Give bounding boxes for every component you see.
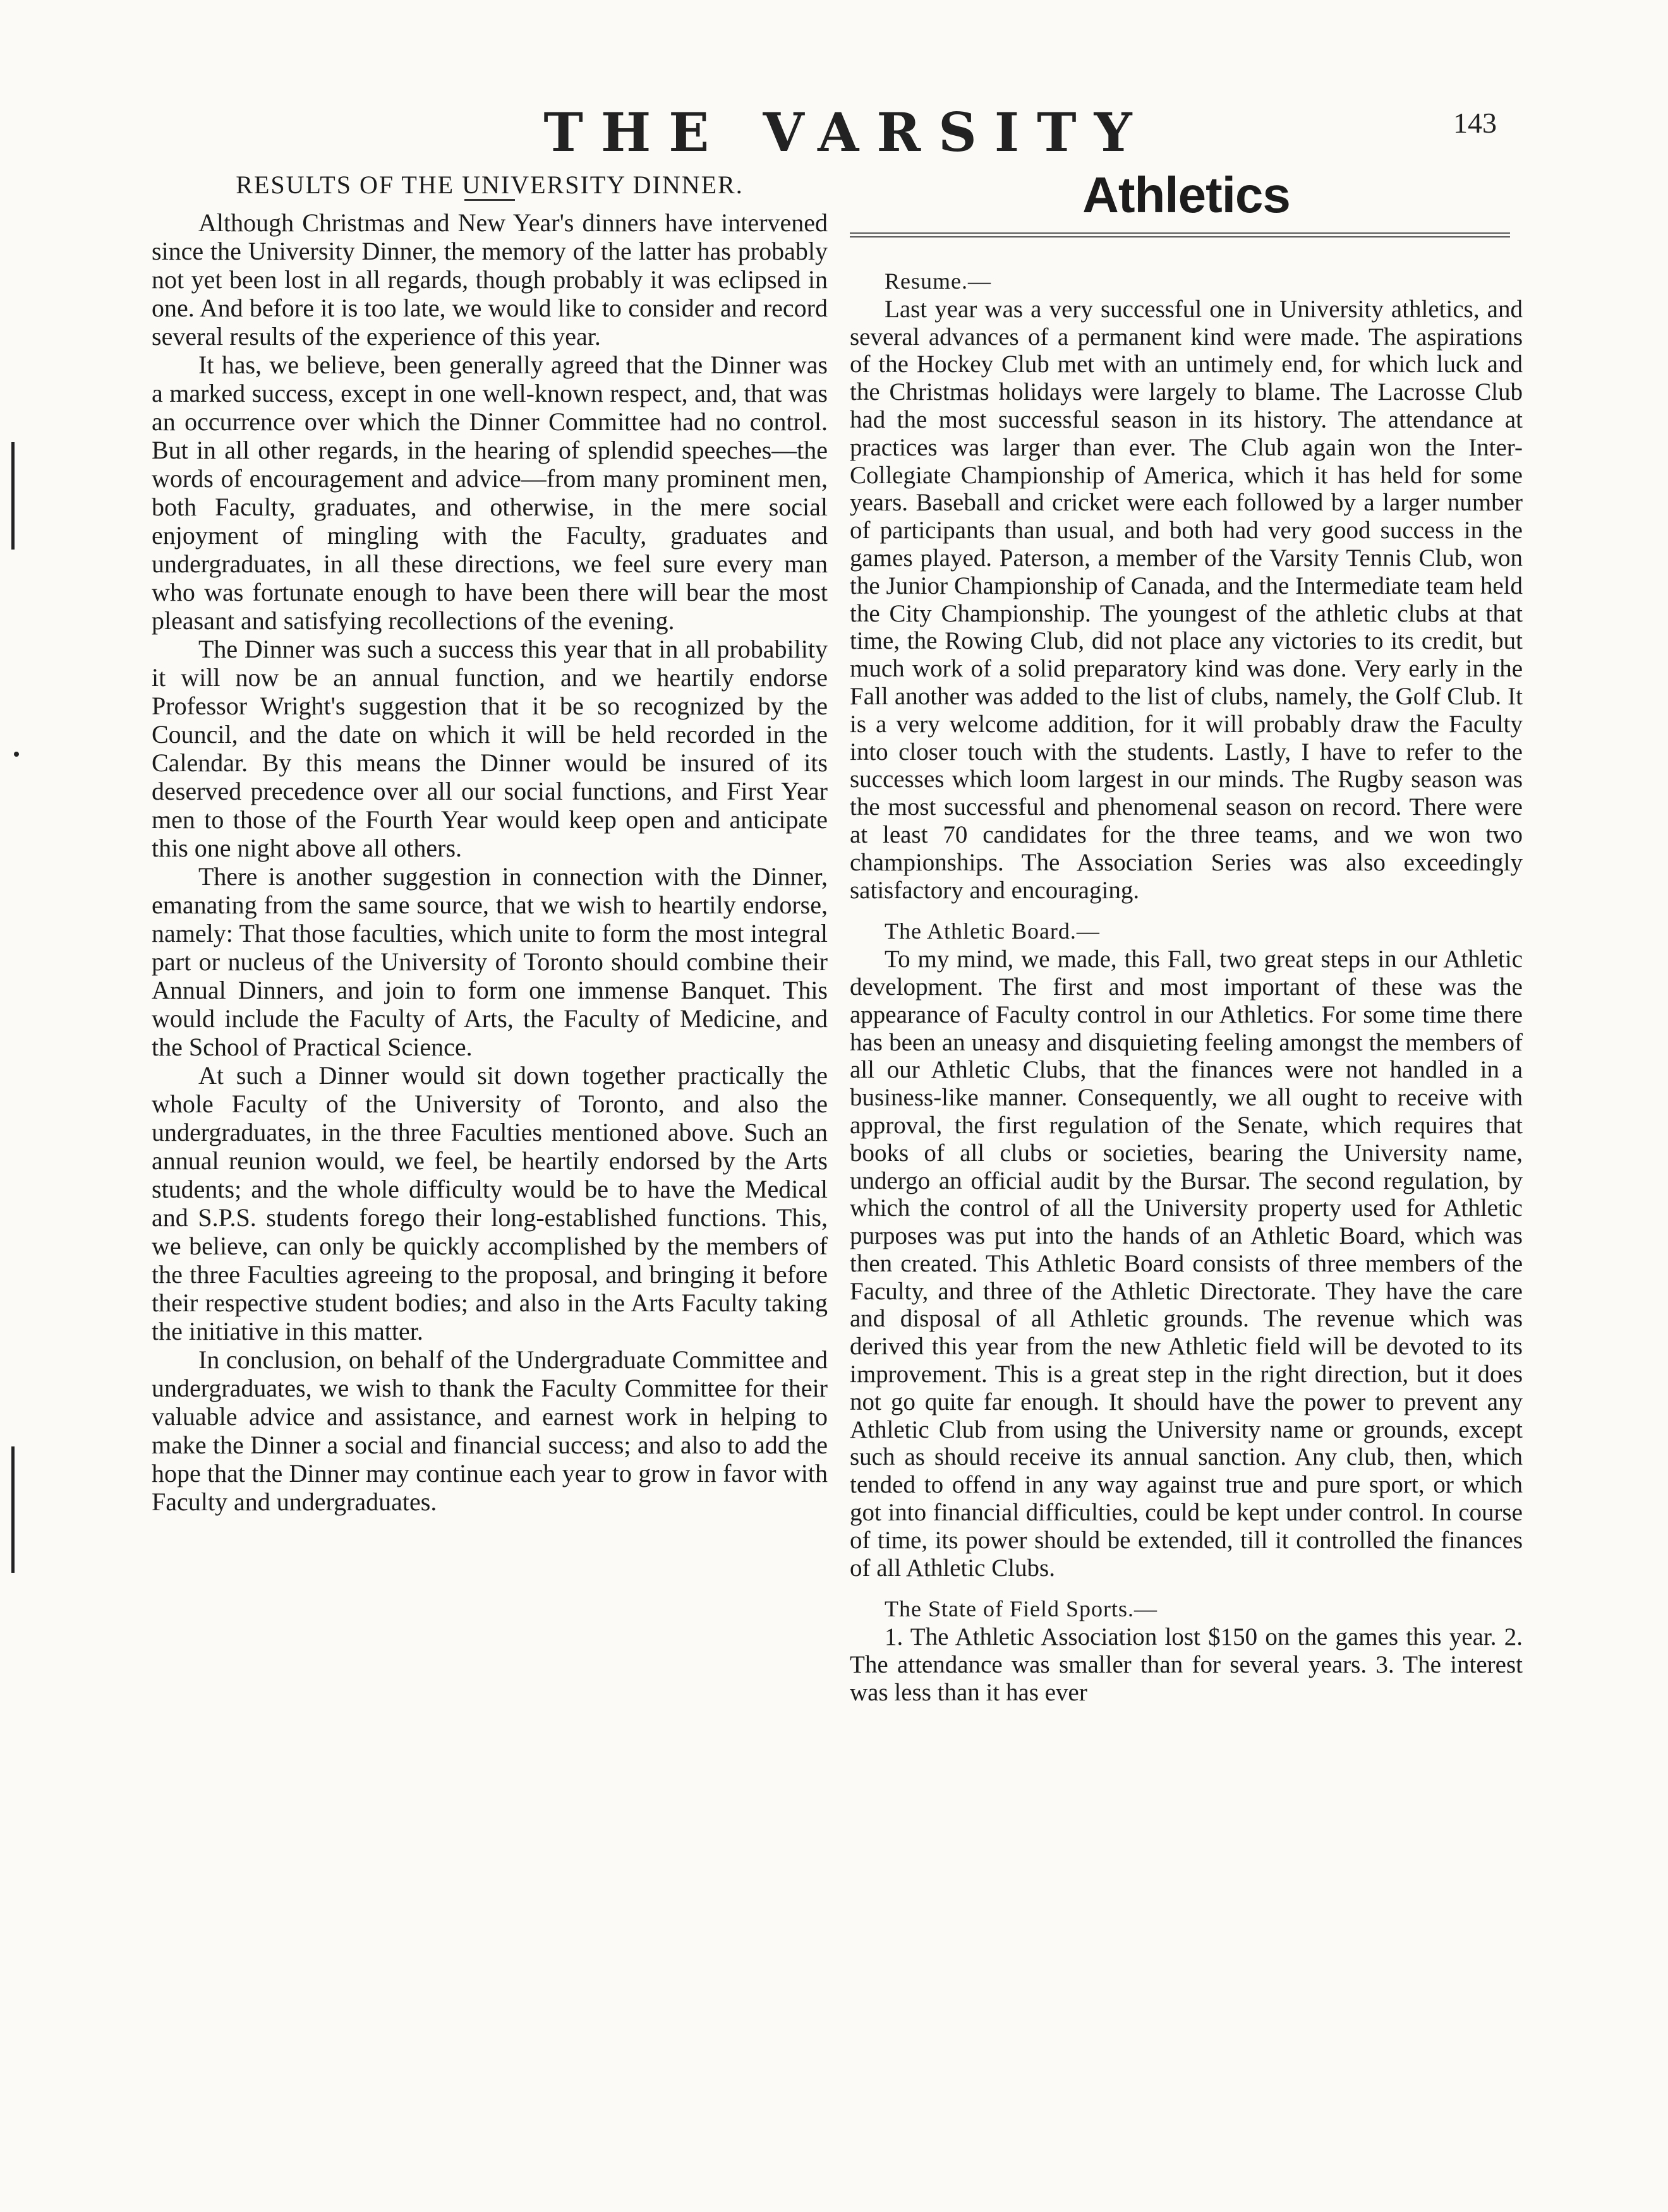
margin-dot	[14, 752, 19, 757]
paragraph: 1. The Athletic Association lost $150 on the games this year. 2. The attendance was smaller than for several years. 3. The interest was less than it has ever	[850, 1623, 1523, 1706]
paragraph: The Dinner was such a success this year that in all probability it will now be an annual function, and we heartily endorse Professor Wright's suggestion that it be so recognized by the Council, and the date on which it will be held recorded in the Calendar. By this means the Dinner would be insured of its deserved precedence over all our social functions, and First Year men to those of the Fourth Year would keep open and anticipate this one night above all others.	[152, 635, 828, 862]
paragraph: At such a Dinner would sit down together practically the whole Faculty of the University of Toronto, and also the undergraduates, in the three Faculties mentioned above. Such an annual reunion would, we feel, be heartily endorsed by the Arts students; and the whole difficulty would be to have the Medical and S.P.S. students forego their long-established functions. This, we believe, can only be quickly accomplished by the members of the three Faculties agreeing to the proposal, and bringing it before their respective student bodies; and also in the Arts Faculty taking the initiative in this matter.	[152, 1061, 828, 1345]
paragraph: There is another suggestion in connection with the Dinner, emanating from the same source, that we wish to heartily endorse, namely: That those faculties, which unite to form the most integral part or nucleus of the University of Toronto should combine their Annual Dinners, and join to form one immense Banquet. This would include the Faculty of Arts, the Faculty of Medicine, and the School of Practical Science.	[152, 862, 828, 1061]
margin-mark	[11, 1446, 15, 1573]
page-number: 143	[1453, 107, 1497, 139]
margin-mark	[11, 442, 15, 550]
paragraph: In conclusion, on behalf of the Undergraduate Committee and undergraduates, we wish to thank the Faculty Committee for their valuable advice and assistance, and earnest work in helping to make the Dinner a social and financial success; and also to add the hope that the Dinner may continue each year to grow in favor with Faculty and undergraduates.	[152, 1345, 828, 1516]
article-title: RESULTS OF THE UNIVERSITY DINNER.	[236, 171, 744, 199]
title-rule	[464, 199, 515, 201]
paragraph: To my mind, we made, this Fall, two great steps in our Athletic development. The first and most important of these was the appearance of Faculty control in our Athletics. For some time there has been an uneasy and disquieting feeling amongst the members of all our Athletic Clubs, that the finances were not handled in a business-like manner. Consequently, we all ought to receive with approval, the first regulation of the Senate, which requires that books of all clubs or societies, bearing the University name, undergo an official audit by the Bursar. The second regulation, by which the control of all the University property used for Athletic purposes was put into the hands of an Athletic Board, which was then created. This Athletic Board consists of three members of the Faculty, and three of the Athletic Directorate. They have the care and disposal of all Athletic grounds. The revenue which was derived this year from the new Athletic field will be devoted to its improvement. This is a great step in the right direction, but it does not go quite far enough. It should have the power to prevent any Athletic Club from using the University name or grounds, except such as should receive its annual sanction. Any club, then, which tended to offend in any way against true and pure sport, or which got into financial difficulties, could be kept under control. In course of time, its power should be extended, till it controlled the finances of all Athletic Clubs.	[850, 946, 1523, 1582]
paragraph: It has, we believe, been generally agreed that the Dinner was a marked success, except in one well-known respect, and, that was an occurrence over which the Dinner Committee had no control. But in all other regards, in the hearing of splendid speeches—the words of encouragement and advice—from many prominent men, both Faculty, graduates, and otherwise, in the mere social enjoyment of mingling with the Faculty, graduates and undergraduates, in all these directions, we feel sure every man who was fortunate enough to have been there will bear the most pleasant and satisfying recollections of the evening.	[152, 351, 828, 635]
section-heading: Resume.—	[885, 268, 991, 294]
section-title: Athletics	[1082, 167, 1290, 223]
paragraph: Although Christmas and New Year's dinners have intervened since the University Dinner, the memory of the latter has probably not yet been lost in all regards, though probably it was eclipsed in one. And before it is too late, we would like to consider and record several results of the experience of this year.	[152, 208, 828, 351]
masthead: THE VARSITY	[543, 101, 1150, 164]
paragraph: Last year was a very successful one in University athletics, and several advances of a permanent kind were made. The aspirations of the Hockey Club met with an untimely end, for which luck and the Christmas holidays were largely to blame. The Lacrosse Club had the most successful season in its history. The attendance at practices was larger than ever. The Club again won the Inter-Collegiate Championship of America, which it has held for some years. Baseball and cricket were each followed by a larger number of participants than usual, and both had very good success in the games played. Paterson, a member of the Varsity Tennis Club, won the Junior Championship of Canada, and the Intermediate team held the City Championship. The youngest of the athletic clubs at that time, the Rowing Club, did not place any victories to its credit, but much work of a solid preparatory kind was done. Very early in the Fall another was added to the list of clubs, namely, the Golf Club. It is a very welcome addition, for it will probably draw the Faculty into closer touch with the students. Lastly, I have to refer to the successes which loom largest in our minds. The Rugby season was the most successful and phenomenal season on record. There were at least 70 candidates for the three teams, and we won two championships. The Association Series was also exceedingly satisfactory and encouraging.	[850, 295, 1523, 904]
left-column	[152, 171, 828, 1516]
section-heading: The Athletic Board.—	[885, 918, 1100, 944]
right-column	[850, 167, 1523, 1707]
title-double-rule	[850, 232, 1510, 237]
section-heading: The State of Field Sports.—	[885, 1596, 1157, 1622]
